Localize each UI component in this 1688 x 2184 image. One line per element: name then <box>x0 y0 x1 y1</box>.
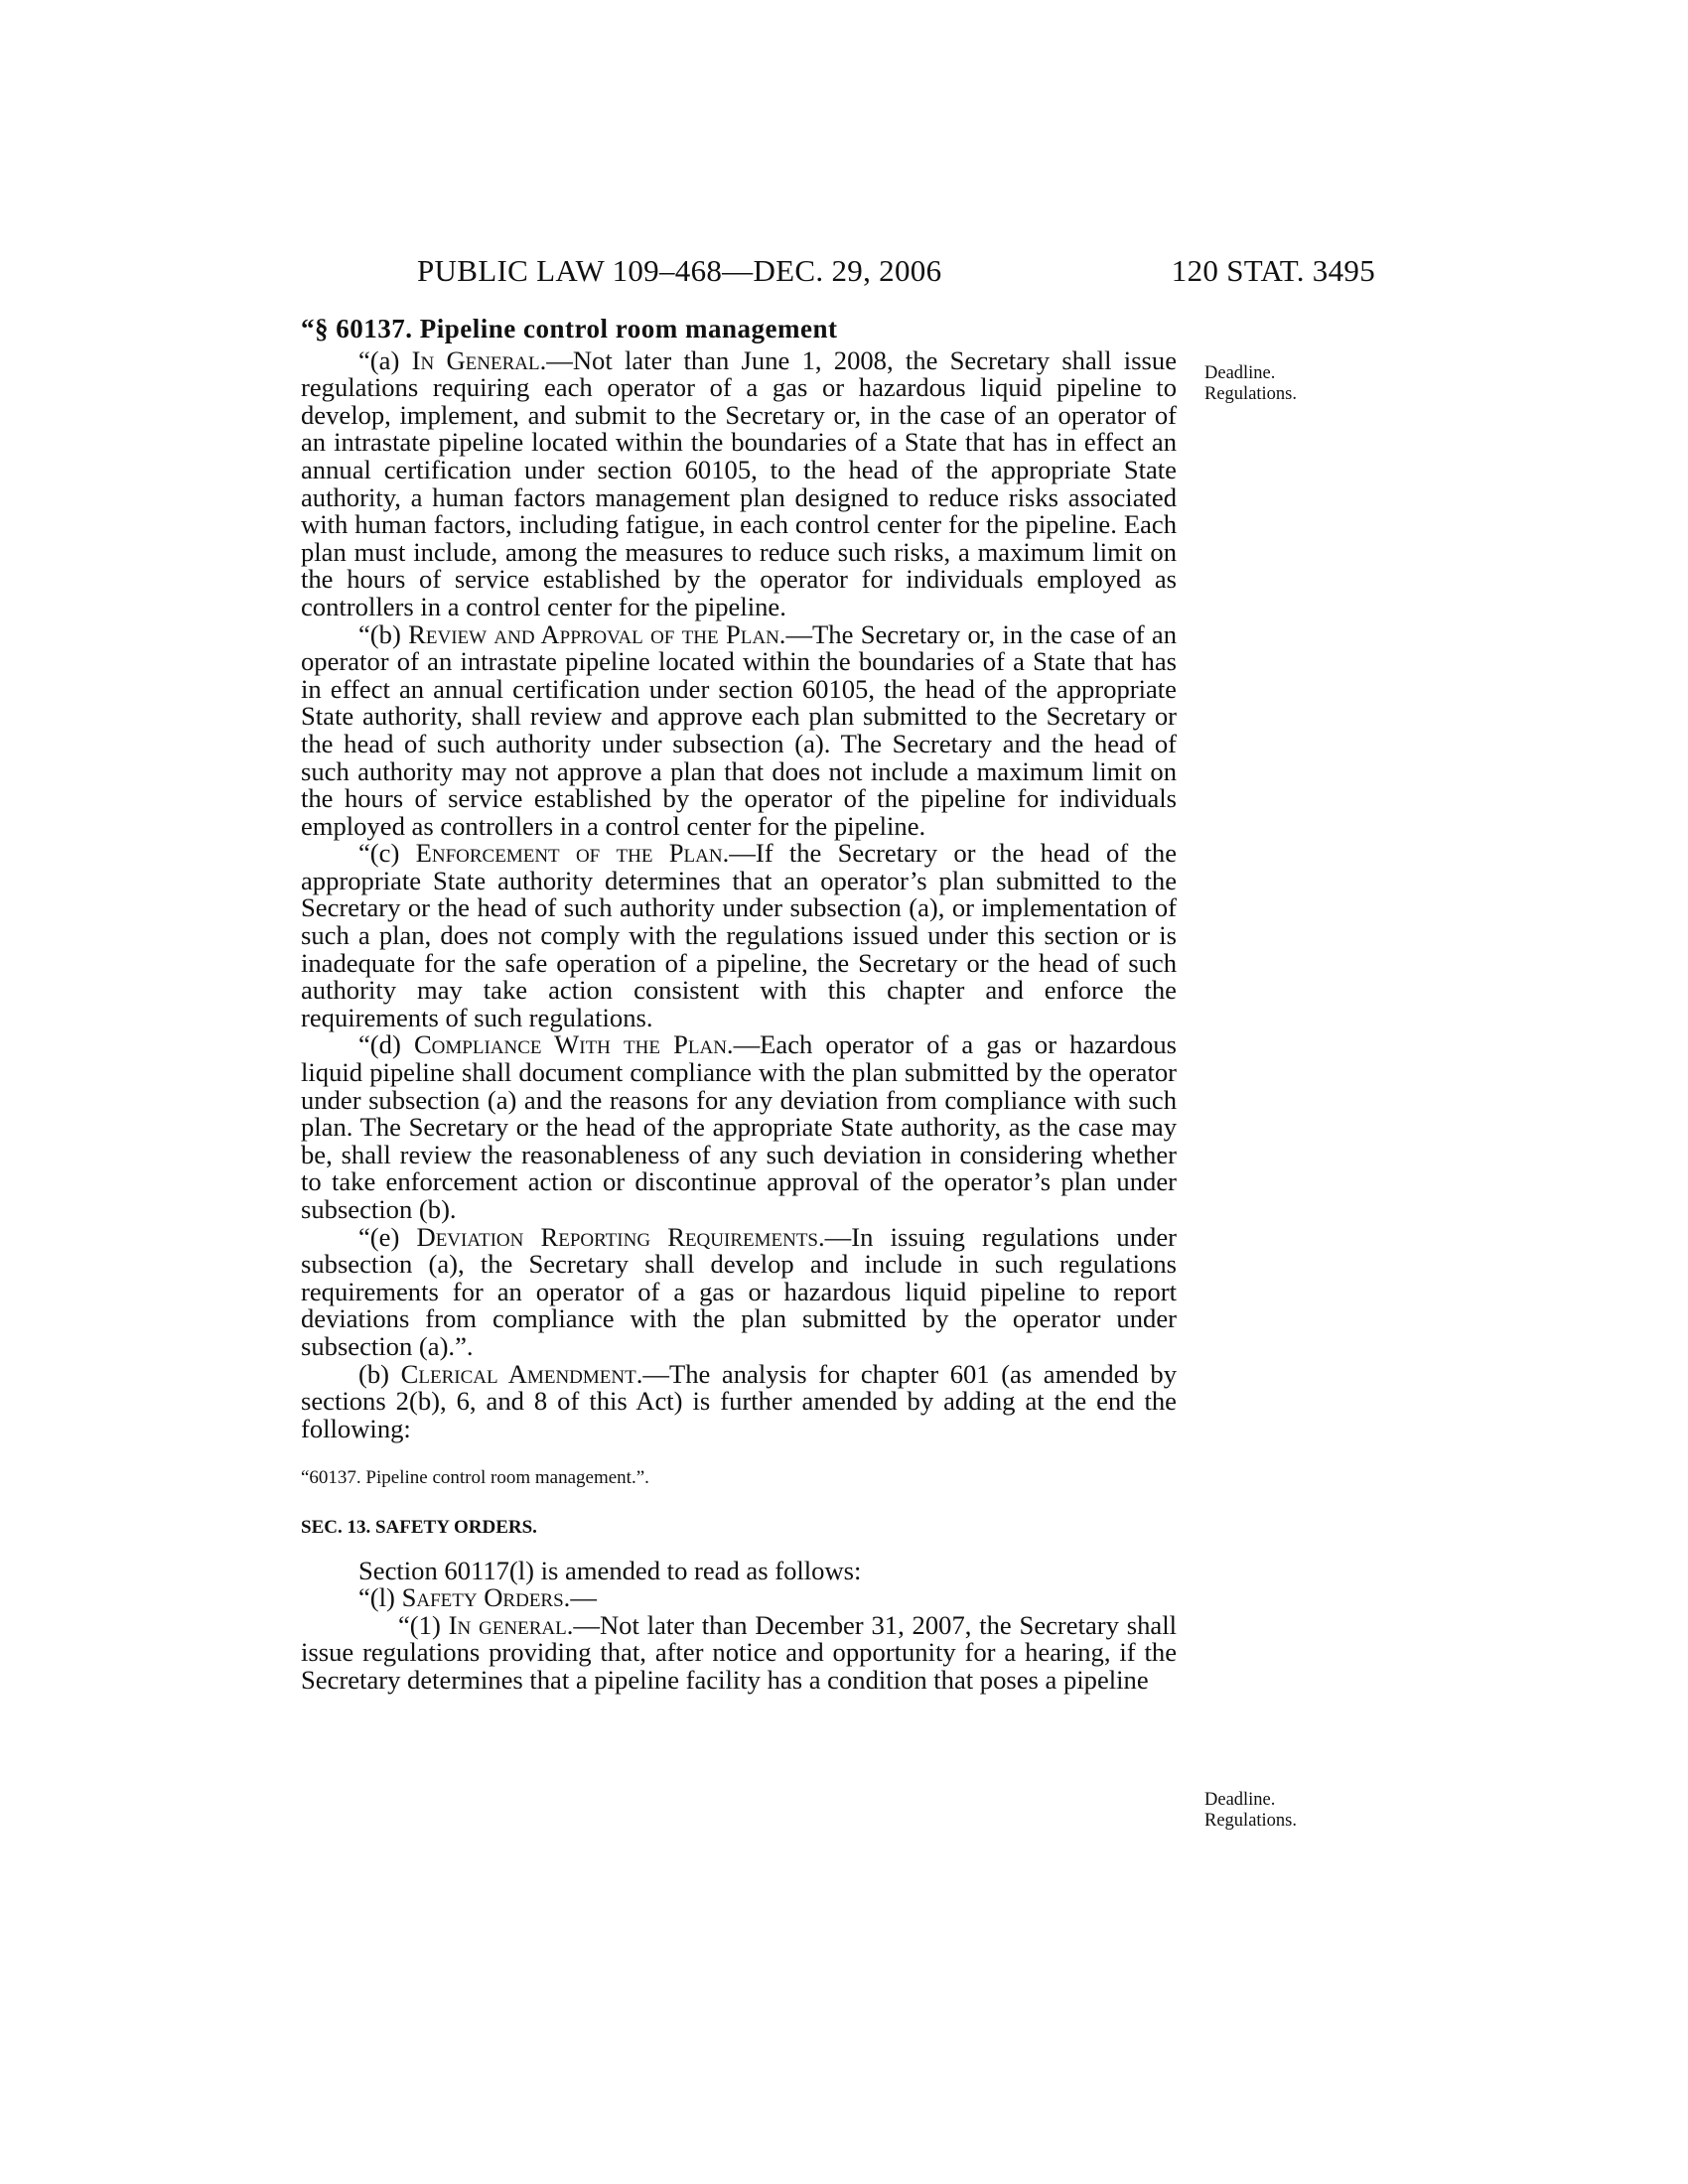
subsection-e-caption: Deviation Reporting Requirements <box>416 1221 819 1252</box>
subsection-a-prefix: “(a) <box>358 344 400 375</box>
section-60137-heading: “§ 60137. Pipeline control room management <box>301 314 838 343</box>
clerical-amendment <box>301 1358 1178 1443</box>
subsection-c-caption: Enforcement of the Plan <box>415 838 723 869</box>
subsection-a <box>301 344 1177 621</box>
margin-note-regulations: Regulations. <box>1204 1811 1298 1831</box>
clerical-amendment-prefix: (b) <box>358 1358 390 1389</box>
margin-note-deadline: Deadline. <box>1204 363 1276 383</box>
section-13-heading: SEC. 13. SAFETY ORDERS. <box>301 1516 537 1538</box>
analysis-item: “60137. Pipeline control room management.”. <box>301 1467 649 1489</box>
statutes-page-citation: 120 STAT. 3495 <box>1171 253 1375 288</box>
subsection-c-body: .—If the Secretary or the head of the appropriate State authority determines that an operator’s plan submitted to the Secretary or the head of such authority under subsection (a), or implementation of such a plan, does not comply with the regulations issued under this section or is inadequate for the safe operation of a pipeline, the Secretary or the head of such authority may take action consistent with this chapter and enforce the requirements of such regulations. <box>301 838 1177 1032</box>
subsection-l-prefix: “(l) <box>358 1582 395 1613</box>
margin-note-deadline: Deadline. <box>1204 1790 1276 1810</box>
margin-note-1 <box>1204 363 1353 405</box>
subsection-a-caption: In General <box>411 344 540 375</box>
clerical-amendment-body: .—The analysis for chapter 601 (as amended by sections 2(b), 6, and 8 of this Act) is further amended by adding at the end the following: <box>301 1358 1178 1443</box>
subsection-l-caption: Safety Orders <box>401 1582 564 1613</box>
section-13-intro: Section 60117(l) is amended to read as follows: <box>358 1555 862 1585</box>
subsection-e-prefix: “(e) <box>358 1221 400 1252</box>
subsection-c <box>301 840 1177 1031</box>
paragraph-1 <box>301 1609 1177 1695</box>
subsection-b <box>301 618 1177 841</box>
subsection-l <box>301 1584 1177 1612</box>
clerical-amendment-caption: Clerical Amendment <box>400 1358 636 1389</box>
subsection-d <box>301 1031 1177 1223</box>
paragraph-1-caption: In general <box>448 1609 567 1640</box>
subsection-l-suffix: .— <box>563 1582 597 1613</box>
public-law-citation: PUBLIC LAW 109–468—DEC. 29, 2006 <box>417 253 942 288</box>
subsection-c-prefix: “(c) <box>358 838 400 869</box>
margin-note-regulations: Regulations. <box>1204 384 1298 404</box>
subsection-b-prefix: “(b) <box>358 618 401 649</box>
margin-note-2 <box>1204 1790 1353 1832</box>
main-text <box>301 316 1177 1695</box>
paragraph-1-body: .—Not later than December 31, 2007, the Secretary shall issue regulations providing that, after notice and opportunity for a hearing, if the Secretary determines that a pipeline facility has a condition that poses a pipeline <box>301 1609 1177 1695</box>
subsection-a-body: .—Not later than June 1, 2008, the Secretary shall issue regulations requiring each operator of a gas or hazardous liquid pipeline to develop, implement, and submit to the Secretary or, in the case of an operator of an intrastate pipeline located within the boundaries of a State that has in effect an annual certification under section 60105, to the head of the appropriate State authority, a human factors management plan designed to reduce risks associated with human factors, including fatigue, in each control center for the pipeline. Each plan must include, among the measures to reduce such risks, a maximum limit on the hours of service established by the operator for individuals employed as controllers in a control center for the pipeline. <box>301 344 1177 621</box>
subsection-b-caption: Review and Approval of the Plan <box>408 618 779 649</box>
subsection-d-prefix: “(d) <box>358 1029 401 1060</box>
subsection-e-body: .—In issuing regulations under subsection (a), the Secretary shall develop and include in such regulations requirements for an operator of a gas or hazardous liquid pipeline to report deviations from compliance with the plan submitted by the operator under subsection (a).”. <box>301 1221 1177 1361</box>
subsection-e <box>301 1221 1177 1361</box>
subsection-d-body: .—Each operator of a gas or hazardous liquid pipeline shall document compliance with the plan submitted by the operator under subsection (a) and the reasons for any deviation from compliance with such plan. The Secretary or the head of the appropriate State authority, as the case may be, shall review the reasonableness of any such deviation in considering whether to take enforcement action or discontinue approval of the operator’s plan under subsection (b). <box>301 1029 1177 1224</box>
paragraph-1-prefix: “(1) <box>398 1609 441 1640</box>
running-header <box>417 253 1375 293</box>
subsection-d-caption: Compliance With the Plan <box>413 1029 727 1060</box>
subsection-b-body: .—The Secretary or, in the case of an operator of an intrastate pipeline located within the boundaries of a State that has in effect an annual certification under section 60105, the head of the appropriate State authority, shall review and approve each plan submitted to the Secretary or the head of such authority under subsection (a). The Secretary and the head of such authority may not approve a plan that does not include a maximum limit on the hours of service established by the operator of the pipeline for individuals employed as controllers in a control center for the pipeline. <box>301 618 1177 841</box>
